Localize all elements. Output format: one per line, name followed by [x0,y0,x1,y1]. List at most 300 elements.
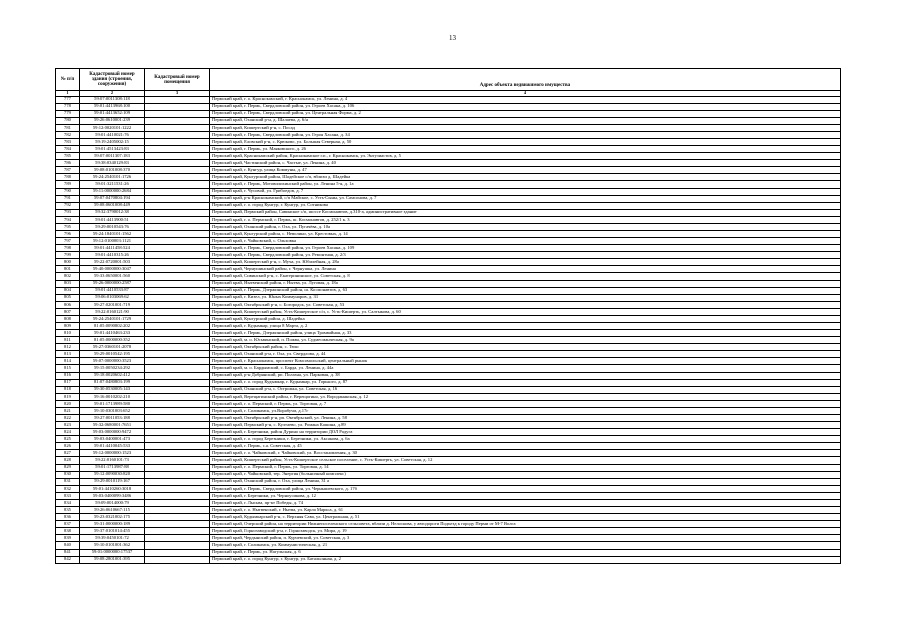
property-address: Пермский край, г. о. город Березники, г. Березники, ул. Аксакова, д. 6а [210,436,841,443]
cadastral-building-number: 59:30:0530005:143 [80,386,145,393]
cadastral-room-number [145,209,210,216]
cadastral-room-number [145,549,210,556]
row-number: 827 [56,450,80,457]
row-number: 789 [56,181,80,188]
row-number: 788 [56,174,80,181]
row-number: 781 [56,124,80,131]
table-row [56,252,841,259]
cadastral-room-number [145,415,210,422]
property-address: Пермский край, Оханский район, г. Оха, ул. Пугачёва, д. 10а [210,223,841,230]
property-address: Пермский край, г. Березники, район Дурино на территории ДОЛ Радуга [210,429,841,436]
cadastral-building-number: 59:29:0010119:167 [80,478,145,485]
row-number: 830 [56,471,80,478]
row-number: 822 [56,415,80,422]
cadastral-building-number: 59:01:4410315:26 [80,252,145,259]
row-number: 814 [56,358,80,365]
table-row [56,365,841,372]
property-address: Пермский край, Чердынский район, п. Курчевский, ул. Советская, д. 3 [210,535,841,542]
table-row [56,358,841,365]
cadastral-room-number [145,422,210,429]
cadastral-room-number [145,308,210,315]
row-number: 823 [56,422,80,429]
table-row [56,308,841,315]
table-row [56,167,841,174]
row-number: 783 [56,138,80,145]
cadastral-room-number [145,351,210,358]
table-row [56,103,841,110]
property-address: Пермский край, г. Березники, ул. Черноусикова, д. 12 [210,492,841,499]
property-address: Пермский край, г. о. Пермский, г. Пермь, ул. Торговая, д. 7 [210,400,841,407]
table-row [56,294,841,301]
cadastral-building-number: 59:38:0340129:83 [80,160,145,167]
cadastral-building-number: 59:12:0000000:1523 [80,450,145,457]
cadastral-room-number [145,457,210,464]
table-row [56,188,841,195]
row-number: 784 [56,146,80,153]
cadastral-building-number: 59:01:4411458:524 [80,245,145,252]
row-number: 794 [56,216,80,223]
cadastral-building-number: 59:01:1713989:580 [80,400,145,407]
cadastral-room-number [145,131,210,138]
row-number: 833 [56,492,80,499]
table-row [56,535,841,542]
property-address: Пермский край, г. Пермь, Свердловский район, ул. Героев Хасана, д. 109 [210,245,841,252]
property-address: Пермский край, Октябрьский р-н, с. Богородск, ул. Советская, д. 53 [210,301,841,308]
property-address: Пермский край, Кудымкарский р-н, с. Верхняя Сава, ул. Центральная, д. 51 [210,514,841,521]
table-row [56,96,841,103]
cadastral-room-number [145,379,210,386]
row-number: 835 [56,507,80,514]
cadastral-building-number: 59:07:0011308:118 [80,96,145,103]
cadastral-building-number: 59:07:0470804:194 [80,195,145,202]
cadastral-building-number: 59:10:0101001:362 [80,542,145,549]
cadastral-building-number: 59:29:0010543:76 [80,223,145,230]
cadastral-building-number: 59:29:0010542:195 [80,351,145,358]
cadastral-room-number [145,393,210,400]
col-number: 2 [80,91,145,97]
property-address: Пермский край, г. Краснокамск, проспект Комсомольский, центральный рынок [210,358,841,365]
cadastral-room-number [145,245,210,252]
cadastral-room-number [145,372,210,379]
row-number: 820 [56,400,80,407]
cadastral-room-number [145,507,210,514]
table-row [56,514,841,521]
cadastral-room-number [145,110,210,117]
property-address: Пермский край, р-н Добрянский, рп. Полазна, ул. Парковая, д. 38 [210,372,841,379]
property-address: Пермский край, Пермский район, Савинское с/п, шоссе Космонавтов, д.310-а, административное здание [210,209,841,216]
table-row [56,138,841,145]
cadastral-room-number [145,124,210,131]
table-row [56,315,841,322]
cadastral-room-number [145,478,210,485]
property-address: Пермский край, Верещагинский район, г. Верещагино, ул. Вороданнкская, д. 12 [210,393,841,400]
cadastral-building-number: 59:01:4410533:87 [80,287,145,294]
table-row [56,344,841,351]
table-row [56,301,841,308]
row-number: 792 [56,202,80,209]
cadastral-building-number: 59:26:0610667:115 [80,507,145,514]
table-row [56,372,841,379]
row-number: 803 [56,280,80,287]
row-number: 804 [56,287,80,294]
property-address: Пермский край, г. Пермь, Дзержинский район, улица Трамвайная, д. 33 [210,330,841,337]
table-row [56,464,841,471]
table-row [56,174,841,181]
cadastral-room-number [145,407,210,414]
property-address: Пермский край, Еловский р-н, с. Крюково, ул. Большая Северная, д. 50 [210,138,841,145]
cadastral-room-number [145,429,210,436]
table-row [56,202,841,209]
cadastral-room-number [145,252,210,259]
property-address: Пермский край, г. Пермь, ул. Нагульская, д. 6 [210,549,841,556]
cadastral-room-number [145,556,210,563]
row-number: 793 [56,209,80,216]
row-number: 813 [56,351,80,358]
cadastral-room-number [145,386,210,393]
row-number: 790 [56,188,80,195]
property-address: Пермский край, г. Чайковский, тер. Энергия (больничный комплекс) [210,471,841,478]
row-number: 800 [56,259,80,266]
cadastral-room-number [145,344,210,351]
property-address: Пермский край, г. о. Чайковский, г. Чайковский, ул. Восстановления, д. 30 [210,450,841,457]
cadastral-building-number: 59:01:4413900:51 [80,216,145,223]
cadastral-building-number: 59:18:0020602:412 [80,372,145,379]
property-address: Пермский край, г. Пермь, ул. Маяковского, д. 26 [210,146,841,153]
row-number: 802 [56,273,80,280]
cadastral-room-number [145,146,210,153]
cadastral-room-number [145,492,210,499]
table-row [56,436,841,443]
row-number: 808 [56,315,80,322]
row-number: 801 [56,266,80,273]
property-address: Пермский край, Кунгурский район, Шадейское с/п, вблизи д. Шадейка [210,174,841,181]
cadastral-room-number [145,153,210,160]
row-number: 798 [56,245,80,252]
cadastral-building-number: 59:33:0650001:560 [80,273,145,280]
row-number: 785 [56,153,80,160]
property-address: Пермский край, Оханский р-н, с. Острожка, ул. Советская, д. 16 [210,386,841,393]
cadastral-building-number: 59:03:0400001:473 [80,436,145,443]
cadastral-room-number [145,117,210,124]
cadastral-room-number [145,337,210,344]
cadastral-building-number: 59:37:0101014:455 [80,528,145,535]
cadastral-building-number: 59:01:4513423:83 [80,146,145,153]
cadastral-building-number: 59:01:4413652:109 [80,110,145,117]
table-row [56,245,841,252]
property-address: Пермский край, Частинский район, с. Частые, ул. Ленина, д. 40 [210,160,841,167]
table-row [56,337,841,344]
row-number: 791 [56,195,80,202]
row-number: 826 [56,443,80,450]
row-number: 817 [56,379,80,386]
property-address: Пермский край, г. Чусовой, ул. Грибоедов, д. 7 [210,188,841,195]
property-address: Пермский край, г. о. город Кунгур, г. Кунгур, ул. Батальонная, д. 2 [210,556,841,563]
cadastral-building-number: 59:24:2540101:1726 [80,174,145,181]
cadastral-room-number [145,450,210,457]
property-address: Пермский край, Октябрьский район, с. Тюш [210,344,841,351]
cadastral-room-number [145,181,210,188]
cadastral-building-number: 59:22:0720001:503 [80,259,145,266]
cadastral-room-number [145,514,210,521]
cadastral-room-number [145,323,210,330]
property-address: Пермский край, г. о. Пермский, г. Пермь, ш. Космонавтов, д. 252/1 к. 3 [210,216,841,223]
property-table [55,68,841,564]
row-number: 807 [56,308,80,315]
property-address: Пермский край, г. Соликамск, ул. Коммунистическая, д. 21 [210,542,841,549]
cadastral-building-number: 81:07:0480803:199 [80,379,145,386]
cadastral-room-number [145,521,210,528]
header-cadastral-room: Кадастровый номер помещения [145,69,210,91]
cadastral-room-number [145,301,210,308]
table-row [56,457,841,464]
property-address: Пермский край, Кишертский р-н, с. Посад [210,124,841,131]
table-row [56,386,841,393]
cadastral-building-number: 81:05:0090802:202 [80,323,145,330]
table-row [56,323,841,330]
table-row [56,160,841,167]
row-number: 786 [56,160,80,167]
cadastral-room-number [145,202,210,209]
property-address: Пермский край, Очерский район, на территории Нижнепоселенского сельсовета, вблизи д. Нелоскова, у автодороги Подъезд к городу Перми от М-7 Волга [210,521,841,528]
cadastral-building-number: 59:01:4410463:233 [80,330,145,337]
cadastral-building-number: 59:08:0601008:449 [80,202,145,209]
table-row [56,280,841,287]
row-number: 796 [56,230,80,237]
cadastral-building-number: 59:27:0011053:188 [80,415,145,422]
property-address: Пермский край, р-н Краснокамский, с/п Майское, с. Усть-Сыны, ул. Самсонова, д. 7 [210,195,841,202]
cadastral-room-number [145,315,210,322]
row-number: 806 [56,301,80,308]
property-address: Пермский край, г. Кунгур, улица Коммуны, д. 47 [210,167,841,174]
property-address: Пермский край, г. о. город Кунгур, г. Кунгур, ул. Сотникова [210,202,841,209]
cadastral-building-number: 59:07:0000000:3523 [80,358,145,365]
cadastral-room-number [145,443,210,450]
property-address: Пермский край, Сивинский р-н, с. Екатерининское, ул. Советская, д. 8 [210,273,841,280]
cadastral-building-number: 59:08:0101008:370 [80,167,145,174]
table-row [56,499,841,506]
row-number: 838 [56,528,80,535]
cadastral-building-number: 59:12:0020101:1222 [80,124,145,131]
property-address: Пермский край, г. о. город Кудымкар, г. Кудымкар, ул. Горького, д. 87 [210,379,841,386]
cadastral-room-number [145,280,210,287]
table-row [56,521,841,528]
cadastral-building-number: 59:01:1713987:88 [80,464,145,471]
row-number: 825 [56,436,80,443]
cadastral-building-number: 59:11:0000000:2684 [80,188,145,195]
property-address: Пермский край, Кишертский район, Усть-Кишертское сельское поселение, с. Усть-Кишерть, ул. Советская, д. 12 [210,457,841,464]
table-row [56,330,841,337]
table-row [56,131,841,138]
col-number: 1 [56,91,80,97]
cadastral-building-number: 59:07:0011307:183 [80,153,145,160]
cadastral-building-number: 59:16:0010202:210 [80,393,145,400]
table-row [56,223,841,230]
table-row [56,507,841,514]
cadastral-building-number: 59:01:4410021:76 [80,131,145,138]
cadastral-room-number [145,160,210,167]
cadastral-building-number: 59:40:0000000:3047 [80,266,145,273]
property-address: Пермский край, г. Пермь, Свердловский район, ул. Героев Хасана, д. 106 [210,103,841,110]
row-number: 777 [56,96,80,103]
cadastral-building-number: 59:24:1840101:1562 [80,230,145,237]
table-row [56,443,841,450]
table-row [56,266,841,273]
property-address: Пермский край, Горнозаводский р-н, г. Горнозаводск, ул. Мира, д. 19 [210,528,841,535]
cadastral-room-number [145,499,210,506]
property-address: Пермский край, Кишертский р-н, с. Муча, ул. Юбилейная, д. 28а [210,259,841,266]
property-address: Пермский край, Октябрьский р-н, рп. Октябрьский, ул. Ленина, д. 58 [210,415,841,422]
row-number: 811 [56,337,80,344]
cadastral-building-number: 59:26:0610001:239 [80,117,145,124]
property-address: Пермский край, г. Пермь, Свердловский район, ул. Чернышевского, д. 17б [210,485,841,492]
property-address: Пермский край, Кунгурский район, с. Неволино, ул. Крестовых, д. 14 [210,230,841,237]
cadastral-building-number: 59:39:0450101:72 [80,535,145,542]
table-row [56,407,841,414]
cadastral-room-number [145,294,210,301]
table-row [56,485,841,492]
property-address: Пермский край, г. Пермь, с.а. Советская, д. 45 [210,443,841,450]
cadastral-room-number [145,287,210,294]
property-address: Пермский край, м. о. Бардымский, с. Барда, ул. Ленина, д. 44а [210,365,841,372]
table-row [56,528,841,535]
table-row [56,422,841,429]
table-row [56,450,841,457]
cadastral-building-number: 59:10:0301003:652 [80,407,145,414]
table-row [56,273,841,280]
cadastral-room-number [145,330,210,337]
cadastral-room-number [145,238,210,245]
table-row [56,393,841,400]
property-address: Пермский край, Кишертский район, Усть-Кишертское с/п, с. Усть-Кишерть, ул. Салтыкова, д. 60 [210,308,841,315]
cadastral-building-number: 59:27:0201001:719 [80,301,145,308]
property-address: Пермский край, г. о. Нытвенский, г. Нытва, ул. Карла Маркса, д. 61 [210,507,841,514]
property-address: Пермский край, г. Пермь, Свердловский район, ул. Ремонтная, д. 2/3 [210,252,841,259]
table-row [56,117,841,124]
table-row [56,153,841,160]
cadastral-room-number [145,230,210,237]
table-row [56,195,841,202]
property-address: Пермский край, Нытвенский район, г. Нытва, ул. Луговая, д. 18а [210,280,841,287]
property-address: Пермский край, г. Соликамск, ул.Ворабучи, д.17г [210,407,841,414]
cadastral-room-number [145,358,210,365]
cadastral-room-number [145,138,210,145]
row-number: 829 [56,464,80,471]
table-row [56,287,841,294]
row-number: 815 [56,365,80,372]
cadastral-building-number: 59:01:4413968:100 [80,103,145,110]
cadastral-room-number [145,96,210,103]
property-address: Пермский край, Кунгурский район, д. Шадейка [210,315,841,322]
property-address: Пермский край, Пермский р-н, с. Култаево, ул. Романа Кашина, д.89 [210,422,841,429]
cadastral-building-number: 59:26:0000000:2587 [80,280,145,287]
table-row [56,429,841,436]
property-address: Пермский край, г. Кизел, ул. Юных Коммунаров, д. 31 [210,294,841,301]
cadastral-building-number: 59:08:2801001:395 [80,556,145,563]
cadastral-building-number: 59:24:2540101:1729 [80,315,145,322]
header-num: № п/п [56,69,80,91]
property-address: Пермский край, г. Пермь, Свердловский район, ул. Центральная Форма, д. 2 [210,110,841,117]
cadastral-room-number [145,167,210,174]
property-address: Пермский край, г. Пермь, Мотовилихинский район, ул. Ленина 5-я, д. 1а [210,181,841,188]
row-number: 782 [56,131,80,138]
property-address: Пермский край, г. Лысьва, пр-кт Победы, д. 74 [210,499,841,506]
table-row [56,259,841,266]
cadastral-room-number [145,471,210,478]
cadastral-building-number: 59:09:0014000:79 [80,499,145,506]
table-row [56,478,841,485]
table-row [56,181,841,188]
row-number: 834 [56,499,80,506]
table-row [56,471,841,478]
cadastral-building-number: 59:19:2405002:15 [80,138,145,145]
property-address: Пермский край, г. Чайковский, с. Ольховка [210,238,841,245]
cadastral-room-number [145,535,210,542]
table-row [56,351,841,358]
row-number: 779 [56,110,80,117]
row-number: 787 [56,167,80,174]
table-row [56,216,841,223]
col-number: 3 [145,91,210,97]
property-address: Пермский край, г. о. Пермский, г. Пермь, ул. Торговая, д. 14 [210,464,841,471]
row-number: 832 [56,485,80,492]
row-number: 809 [56,323,80,330]
cadastral-room-number [145,365,210,372]
cadastral-room-number [145,188,210,195]
table-row [56,549,841,556]
table-row [56,556,841,563]
table-row [56,415,841,422]
cadastral-building-number: 59:03:0000000:9472 [80,429,145,436]
cadastral-building-number: 59:12:0090030:820 [80,471,145,478]
property-address: Пермский край, г. Пермь, Свердловский район, ул. Героя Хасана, д. 34 [210,131,841,138]
table-header-row [56,69,841,91]
header-address: Адрес объекта недвижимого имущества [210,69,841,91]
table-row [56,238,841,245]
row-number: 819 [56,393,80,400]
cadastral-building-number: 59:27:0360101:2078 [80,344,145,351]
row-number: 805 [56,294,80,301]
row-number: 842 [56,556,80,563]
cadastral-room-number [145,195,210,202]
cadastral-building-number: 59:01:4410260:3018 [80,485,145,492]
cadastral-room-number [145,436,210,443]
property-address: Пермский край, Оханский р-н, д. Шалаева, д. 6/н [210,117,841,124]
col-number: 4 [210,91,841,97]
cadastral-building-number: 59:01:0000000:17537 [80,549,145,556]
cadastral-building-number: 59:23:0321002:175 [80,514,145,521]
cadastral-room-number [145,174,210,181]
table-row [56,230,841,237]
property-address: Пермский край, г. Кудымкар, улица 8 Марта, д. 2 [210,323,841,330]
cadastral-building-number: 59:22:0160121:90 [80,308,145,315]
row-number: 797 [56,238,80,245]
cadastral-building-number: 59:32:3790012:38 [80,209,145,216]
property-address: Пермский край, м. о. Юсьвинский, п. Пожва, ул. Судмесманческая, д. 9а [210,337,841,344]
cadastral-building-number: 59:03:0400099:3486 [80,492,145,499]
row-number: 799 [56,252,80,259]
row-number: 828 [56,457,80,464]
cadastral-building-number: 59:22:0160101:73 [80,457,145,464]
cadastral-room-number [145,528,210,535]
cadastral-room-number [145,542,210,549]
cadastral-building-number: 59:12:0100003:1121 [80,238,145,245]
property-address: Пермский край, Чернушинский район, г. Чернушка, ул. Ленина [210,266,841,273]
cadastral-room-number [145,464,210,471]
row-number: 780 [56,117,80,124]
row-number: 821 [56,407,80,414]
cadastral-building-number: 59:15:0050234:292 [80,365,145,372]
page-number: 13 [449,34,456,42]
